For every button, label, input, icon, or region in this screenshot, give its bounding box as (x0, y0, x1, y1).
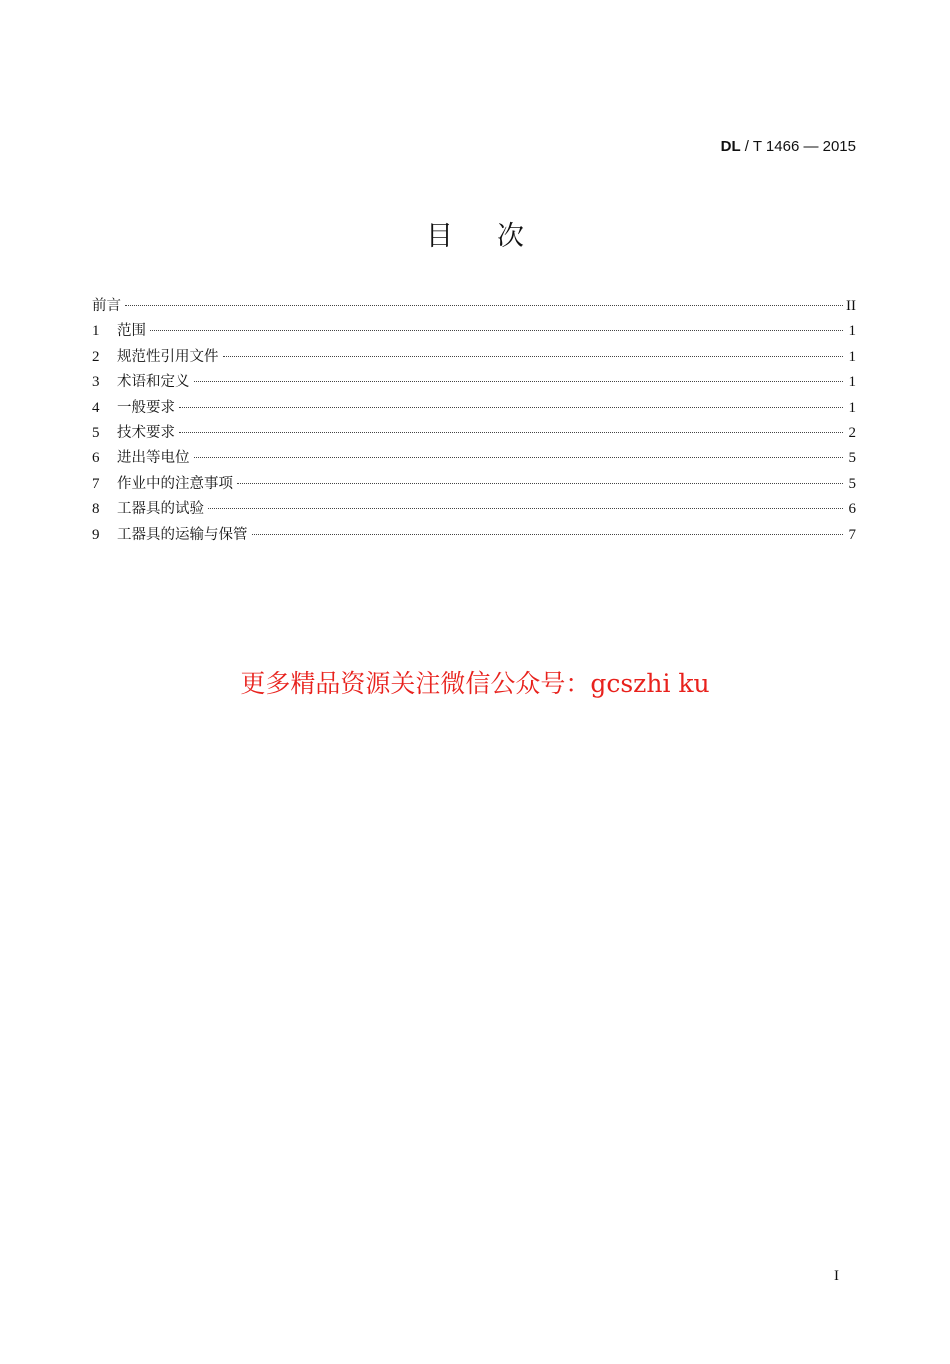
toc-entry-text: 规范性引用文件 (117, 348, 219, 365)
table-of-contents (92, 294, 856, 548)
toc-entry-text: 一般要求 (117, 399, 175, 416)
toc-entry-page: 5 (848, 475, 856, 492)
toc-entry-page: 6 (848, 501, 856, 518)
toc-entry-5[interactable] (92, 421, 856, 446)
toc-entry-foreword[interactable] (92, 294, 856, 319)
page-title: 目次 (426, 221, 568, 252)
toc-entry-text: 术语和定义 (117, 374, 190, 391)
toc-entry-page: 5 (848, 450, 856, 467)
toc-entry-page: 1 (848, 399, 856, 416)
standard-number-rest: / T 1466 — 2015 (740, 138, 856, 155)
toc-dot-leader (223, 356, 844, 357)
toc-dot-leader (252, 534, 844, 535)
toc-dot-leader (179, 432, 843, 433)
toc-entry-number: 2 (92, 348, 100, 365)
toc-entry-number: 5 (92, 424, 100, 441)
toc-entry-page: 1 (848, 323, 856, 340)
toc-dot-leader (179, 407, 843, 408)
toc-entry-number: 9 (92, 526, 100, 543)
toc-dot-leader (237, 483, 843, 484)
toc-entry-1[interactable] (92, 319, 856, 344)
toc-entry-text: 工器具的试验 (117, 501, 204, 518)
page-number: I (834, 1268, 839, 1284)
toc-entry-9[interactable] (92, 523, 856, 548)
toc-entry-number: 8 (92, 501, 100, 518)
toc-entry-text: 范围 (117, 323, 146, 340)
toc-entry-number: 6 (92, 450, 100, 467)
toc-entry-page: II (846, 298, 856, 314)
toc-entry-3[interactable] (92, 370, 856, 395)
toc-entry-page: 1 (848, 374, 856, 391)
toc-entry-page: 7 (848, 526, 856, 543)
toc-dot-leader (194, 381, 844, 382)
toc-entry-page: 1 (848, 348, 856, 365)
toc-entry-number: 1 (92, 323, 100, 340)
toc-entry-8[interactable] (92, 497, 856, 522)
toc-dot-leader (194, 457, 844, 458)
toc-entry-number: 3 (92, 374, 100, 391)
toc-entry-2[interactable] (92, 345, 856, 370)
toc-entry-text: 技术要求 (117, 424, 175, 441)
standard-number (721, 138, 856, 155)
toc-entry-text: 工器具的运输与保管 (117, 526, 248, 543)
promo-notice: 更多精品资源关注微信公众号：gcszhi ku (240, 669, 710, 698)
toc-entry-4[interactable] (92, 396, 856, 421)
toc-entry-text: 作业中的注意事项 (117, 475, 233, 492)
toc-entry-text: 前言 (92, 298, 121, 314)
toc-entry-6[interactable] (92, 446, 856, 471)
toc-entry-number: 7 (92, 475, 100, 492)
standard-code: DL (720, 138, 741, 155)
toc-dot-leader (125, 305, 843, 306)
toc-entry-7[interactable] (92, 472, 856, 497)
toc-entry-page: 2 (848, 424, 856, 441)
toc-entry-number: 4 (92, 399, 100, 416)
toc-entry-text: 进出等电位 (117, 450, 190, 467)
toc-dot-leader (150, 330, 843, 331)
toc-dot-leader (208, 508, 843, 509)
